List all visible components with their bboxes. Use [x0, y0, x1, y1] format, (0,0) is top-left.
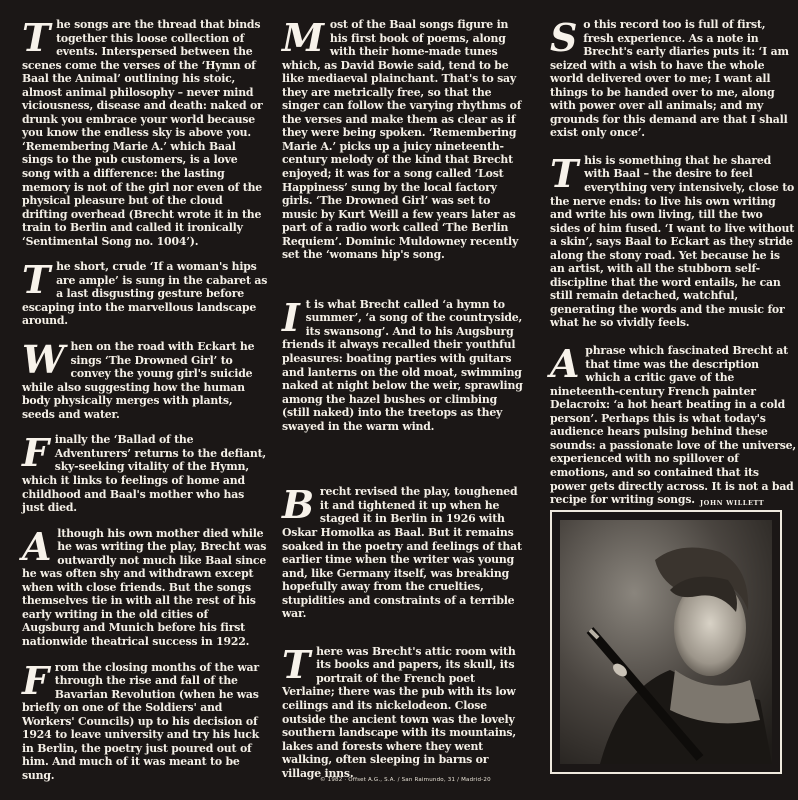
- drop-cap: T: [22, 15, 51, 60]
- drop-cap: W: [22, 337, 65, 383]
- article-column-2: [282, 15, 528, 780]
- paragraph-text: he songs are the thread that binds together this loose collection of events. Interspersed between the scenes come the verses of the ‘Hymn of Baal the Animal’ outlining his stoic, almost animal philosophy – never mind viciousness, disease and death: naked or drunk you embrace your world because you know the endless sky is above you. ‘Remembering Marie A.’ which Baal sings to the pub customers, is a love song with a difference: the lasting memory is not of the girl nor even of the physical pleasure but of the cloud drifting overhead (Brecht wrote it in the train to Berlin and called it ironically ‘Sentimental Song no. 1004’).: [22, 18, 263, 248]
- article-column-1: [22, 15, 268, 782]
- paragraph-text: hen on the road with Eckart he sings ‘The Drowned Girl’ to convey the young girl's suicide while also suggesting how the human body physically merges with plants, seeds and water.: [22, 340, 255, 421]
- photo-frame: [550, 510, 782, 774]
- copyright-notice: © 1982 · Offset A.G., S.A. / San Raimundo, 31 / Madrid-20: [320, 777, 491, 783]
- paragraph: [22, 15, 268, 248]
- paragraph-text: phrase which fascinated Brecht at that time was the description which a critic gave of the nineteenth-century French painter Delacroix: ‘a hot heart beating in a cold person’. Perhaps this is what today's audience hears pulsing behind these sounds: a passionate love of the universe, experienced with no spillover of emotions, and so contained that its power gets directly across. It is not a bad recipe for writing songs.: [550, 344, 796, 507]
- article-column-3: [550, 15, 796, 507]
- drop-cap: T: [550, 150, 579, 196]
- paragraph-text: rom the closing months of the war through the rise and fall of the Bavarian Revolution (when he was briefly on one of the Soldiers' and Workers' Councils) up to his decision of 1924 to leave university and try his luck in Berlin, the poetry just poured out of him. And much of it was meant to be sung.: [22, 660, 260, 782]
- paragraph: [550, 15, 796, 140]
- paragraph: [282, 15, 528, 262]
- paragraph: [550, 341, 796, 507]
- paragraph-text: he short, crude ‘If a woman's hips are ample’ is sung in the cabaret as a last disgusting gesture before escaping into the marvellous landscape around.: [22, 260, 268, 328]
- drop-cap: A: [22, 523, 52, 569]
- paragraph: [282, 482, 528, 621]
- paragraph: [282, 294, 528, 433]
- paragraph-text: t is what Brecht called ‘a hymn to summer’, ‘a song of the countryside, its swansong’. And to his Augsburg friends it always recalled their youthful pleasures: boating parties with guitars and lanterns on the old moat, swimming naked at night below the weir, sprawling among the hazel bushes or climbing (still naked) into the treetops as they swayed in the warm wind.: [282, 297, 523, 433]
- author-byline: JOHN WILLETT: [700, 499, 765, 507]
- paragraph: [22, 257, 268, 328]
- paragraph-text: recht revised the play, toughened it and tightened it up when he staged it in Berlin in 1926 with Oskar Homolka as Baal. But it remains soaked in the poetry and feelings of that earlier time when the writer was young and, like Germany itself, was breaking hopefully away from the cruelties, stupidities and constraints of a terrible war.: [282, 485, 522, 621]
- paragraph-text: here was Brecht's attic room with its books and papers, its skull, its portrait of the French poet Verlaine; there was the pub with its low ceilings and its nickelodeon. Close outside the ancient town was the lovely southern landscape with its mountains, lakes and forests where they went walking, often sleeping in barns or village inns.: [282, 644, 516, 780]
- paragraph-text: his is something that he shared with Baal – the desire to feel everything very intensively, close to the nerve ends: to live his own writing and write his own living, till the two sides of him fused. ‘I want to live without a skin’, says Baal to Eckart as they stride along the stony road. Yet because he is an artist, with all the stubborn self-discipline that the word entails, he can still remain detached, watchful, generating the words and the music for what he so vividly feels.: [550, 153, 795, 330]
- paragraph: [22, 523, 268, 649]
- drop-cap: B: [282, 482, 314, 528]
- drop-cap: A: [550, 341, 580, 387]
- paragraph-text: o this record too is full of first, fresh experience. As a note in Brecht's early diaries puts it: ‘I am seized with a wish to have the whole world delivered over to me; I want all things to be handed over to me, along with power over all animals; and my grounds for this demand are that I shall exist only once’.: [550, 18, 789, 140]
- drop-cap: T: [282, 641, 311, 687]
- paragraph-text: ost of the Baal songs figure in his first book of poems, along with their home-made tunes which, as David Bowie said, tend to be like mediaeval plainchant. That's to say they are metrically free, so that the singer can follow the varying rhythms of the verses and make them as clear as if they were being spoken. ‘Remembering Marie A.’ picks up a juicy nineteenth-century melody of the kind that Brecht enjoyed; it was for a song called ‘Lost Happiness’ sung by the local factory girls. ‘The Drowned Girl’ was set to music by Kurt Weill a few years later as part of a radio work called ‘The Berlin Requiem’. Dominic Muldowney recently set the ‘womans hip's song.: [282, 18, 522, 262]
- paragraph: [22, 430, 268, 515]
- drop-cap: F: [22, 430, 49, 476]
- portrait-photo: [560, 520, 772, 764]
- drop-cap: F: [22, 657, 49, 703]
- drop-cap: I: [282, 294, 300, 340]
- paragraph-text: lthough his own mother died while he was writing the play, Brecht was outwardly not much like Baal since he was often shy and withdrawn except when with close friends. But the songs themselves tie in with all the rest of his early writing in the old cities of Augsburg and Munich before his first nationwide theatrical success in 1922.: [22, 526, 267, 648]
- paragraph: [22, 337, 268, 421]
- portrait-image: [560, 520, 772, 764]
- drop-cap: M: [282, 15, 324, 60]
- paragraph: [22, 657, 268, 783]
- paragraph: [550, 150, 796, 330]
- paragraph-text: inally the ‘Ballad of the Adventurers’ returns to the defiant, sky-seeking vitality of the Hymn, which it links to feelings of home and childhood and Baal's mother who has just died.: [22, 433, 267, 515]
- drop-cap: S: [550, 15, 578, 60]
- drop-cap: T: [22, 257, 51, 303]
- paragraph: [282, 641, 528, 780]
